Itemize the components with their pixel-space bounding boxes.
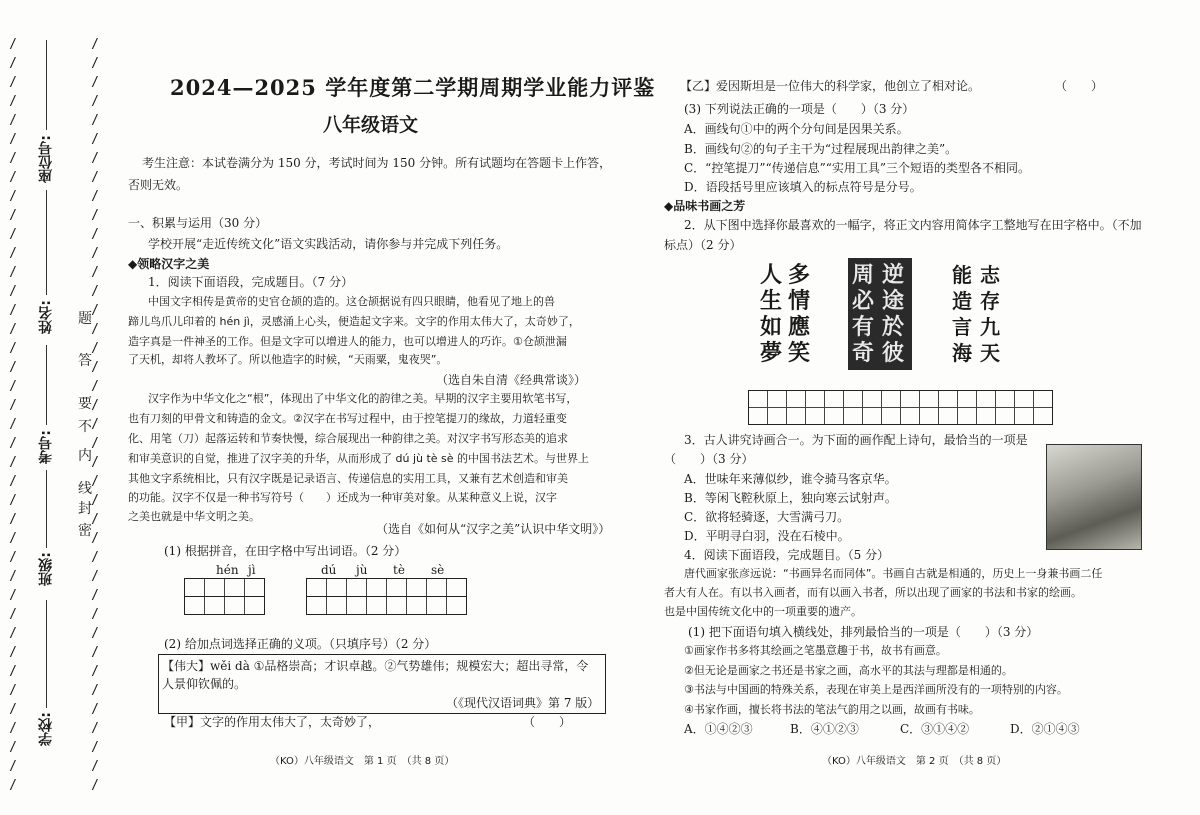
question-1: 1．阅读下面语段，完成题目。（7 分）: [148, 275, 354, 289]
calli-2-char: 逆: [882, 262, 905, 288]
slash-mark: /: [91, 113, 99, 128]
page-2-footer: （KO）八年级语文 第 2 页 （共 8 页）: [822, 756, 1007, 767]
slash-mark: /: [9, 455, 17, 470]
slash-mark: /: [91, 360, 99, 375]
calli-3-char: 能: [952, 263, 972, 287]
name-line: [46, 190, 47, 295]
exam-no-label: 考号:: [38, 430, 54, 464]
slash-mark: /: [91, 265, 99, 280]
choice-b: B．④①②③: [790, 722, 859, 736]
slash-mark: /: [91, 512, 99, 527]
slash-mark: /: [91, 721, 99, 736]
slash-mark: /: [91, 436, 99, 451]
seal-char-2: 答: [78, 353, 92, 369]
slash-mark: /: [9, 531, 17, 546]
seal-char-8: 密: [78, 523, 92, 539]
calli-3-char: 九: [980, 315, 1000, 339]
seal-char-7: 封: [78, 501, 92, 517]
pinyin-se: sè: [431, 563, 445, 577]
calli-3-char: 言: [952, 315, 972, 339]
task-1-heading: ◆领略汉字之美: [128, 257, 210, 271]
exam-title: 2024—2025 学年度第二学期周期学业能力评鉴: [170, 75, 656, 100]
slash-mark: /: [91, 588, 99, 603]
slash-mark: /: [9, 284, 17, 299]
slash-mark: /: [9, 683, 17, 698]
slash-mark: /: [91, 531, 99, 546]
sentence-2: ②但无论是画家之书还是书家之画，高水平的其法与理都是相通的。: [684, 664, 1013, 677]
seal-char-1: 题: [78, 311, 92, 327]
answer-paren-yi[interactable]: （ ）: [1055, 79, 1104, 93]
seal-char-3: 要: [78, 396, 92, 412]
sentence-jia: 【甲】文字的作用太伟大了，太奇妙了，: [164, 715, 381, 729]
calli-1-char: 夢: [760, 340, 783, 366]
sentence-4: ④书家作画，擅长将书法的笔法气韵用之以画，故画有书味。: [684, 703, 980, 716]
slash-mark: /: [9, 265, 17, 280]
slash-mark: /: [91, 75, 99, 90]
calligraphy-2-col-left: [852, 262, 874, 366]
slash-mark: /: [91, 664, 99, 679]
slash-mark: /: [91, 151, 99, 166]
slash-mark: /: [9, 37, 17, 52]
calli-2-char: 彼: [882, 340, 905, 366]
slash-mark: /: [9, 778, 17, 793]
slash-mark: /: [9, 474, 17, 489]
calligraphy-2-col-right: [882, 262, 904, 366]
question-4-1: (1) 把下面语句填入横线处，排列最恰当的一项是（ ）（3 分）: [688, 625, 1039, 639]
dict-line-1: 【伟大】wěi dà ①品格崇高；才识卓越。②气势雄伟；规模宏大；超出寻常，令: [162, 659, 589, 673]
slash-mark: /: [91, 759, 99, 774]
slash-mark: /: [9, 512, 17, 527]
tianzi-grid-henji-row2[interactable]: [184, 596, 265, 615]
slash-mark: /: [91, 626, 99, 641]
para1-line-4: 了天机，却将人教坏了。所以他造字的时候，“天雨粟，鬼夜哭”。: [128, 353, 448, 366]
slash-mark: /: [91, 246, 99, 261]
calli-2-char: 於: [882, 314, 905, 340]
slash-mark: /: [91, 132, 99, 147]
slash-mark: /: [91, 208, 99, 223]
para2-line-7: 之美也就是中华文明之美。: [128, 510, 260, 523]
notice-line-2: 否则无效。: [128, 178, 189, 192]
slash-mark: /: [91, 398, 99, 413]
slash-mark: /: [91, 702, 99, 717]
slash-mark: /: [9, 607, 17, 622]
seal-char-5: 内: [78, 448, 92, 464]
option-c: C．“控笔提刀”“传递信息”“实用工具”三个短语的类型各不相同。: [684, 161, 1030, 175]
seat-label: 座位号:: [38, 135, 54, 183]
calli-1-char: 情: [788, 288, 811, 314]
slash-mark: /: [9, 208, 17, 223]
dict-line-2: 人景仰钦佩的。: [162, 677, 247, 691]
exam-subtitle: 八年级语文: [323, 114, 419, 136]
question-1-2: (2) 给加点词选择正确的义项。（只填序号）（2 分）: [164, 637, 437, 651]
slash-mark: /: [9, 493, 17, 508]
seal-char-4: 不: [78, 419, 92, 435]
para2-line-3: 化、用笔（刀）起落运转和节奏快慢，综合展现出一种韵律之美。对汉字书写形态美的追求: [128, 432, 568, 445]
q4-para-line-3: 也是中国传统文化中的一项重要的遗产。: [664, 605, 862, 618]
para2-line-6: 的功能。汉字不仅是一种书写符号（ ）还成为一种审美对象。从某种意义上说，汉字: [128, 491, 557, 504]
slash-mark: /: [91, 607, 99, 622]
cut-line-left: [6, 35, 20, 805]
slash-mark: /: [9, 113, 17, 128]
question-4: 4．阅读下面语段，完成题目。（5 分）: [684, 548, 890, 562]
school-label: 学校:: [38, 712, 54, 746]
sentence-3: ③书法与中国画的特殊关系，表现在审美上是西洋画所没有的一项特别的内容。: [684, 683, 1068, 696]
calli-3-char: 志: [980, 263, 1000, 287]
pinyin-du: dú: [321, 563, 337, 577]
question-3: 3．古人讲究诗画合一。为下面的画作配上诗句，最恰当的一项是: [684, 433, 1028, 447]
slash-mark: /: [9, 721, 17, 736]
slash-mark: /: [91, 56, 99, 71]
slash-mark: /: [9, 341, 17, 356]
slash-mark: /: [9, 417, 17, 432]
slash-mark: /: [9, 227, 17, 242]
section-1-heading: 一、积累与运用（30 分）: [128, 216, 268, 230]
calligraphy-1-col-right: [788, 262, 810, 366]
slash-mark: /: [91, 189, 99, 204]
choice-d: D．②①④③: [1010, 722, 1080, 736]
page-1: [128, 0, 656, 815]
slash-mark: /: [91, 417, 99, 432]
slash-mark: /: [91, 37, 99, 52]
calli-3-char: 海: [952, 341, 972, 365]
slash-mark: /: [91, 740, 99, 755]
slash-mark: /: [9, 740, 17, 755]
pinyin-te: tè: [393, 563, 405, 577]
calli-1-char: 如: [760, 314, 783, 340]
para1-line-2: 蹄儿鸟爪儿印着的 hén jì，灵感涌上心头，便造起文字来。文字的作用太伟大了，太奇妙了，: [128, 315, 580, 328]
task-2-heading: ◆品味书画之芳: [664, 199, 746, 213]
class-line: [46, 470, 47, 548]
school-line: [46, 600, 47, 708]
tianzi-grid-dujutese-row1[interactable]: [306, 578, 467, 597]
calligraphy-3-col-right: [980, 262, 1000, 366]
slash-mark: /: [9, 759, 17, 774]
calli-1-char: 人: [760, 262, 783, 288]
page-1-footer: （KO）八年级语文 第 1 页 （共 8 页）: [270, 756, 455, 767]
sentence-yi: 【乙】爱因斯坦是一位伟大的科学家，他创立了相对论。: [680, 79, 981, 93]
option-a: A．画线句①中的两个分句间是因果关系。: [684, 122, 909, 136]
question-2-line-2: 标点）（2 分）: [664, 238, 742, 252]
para1-line-1: 中国文字相传是黄帝的史官仓颉的造的。这仓颉据说有四只眼睛，他看见了地上的兽: [148, 295, 555, 308]
answer-paren-jia[interactable]: （ ）: [523, 715, 572, 729]
calli-1-char: 應: [788, 314, 811, 340]
source-1: （选自朱自清《经典常谈》）: [436, 373, 587, 387]
slash-mark: /: [91, 379, 99, 394]
q4-para-line-2: 者大有人在。有以书入画者，而有以画入书者，所以出现了画家的书法和书家的绘画。: [664, 586, 1082, 599]
q4-para-line-1: 唐代画家张彦远说：“书画异名而同体”。书画自古就是相通的，历史上一身兼书画二任: [684, 567, 1103, 580]
slash-mark: /: [9, 569, 17, 584]
slash-mark: /: [9, 588, 17, 603]
page-2: [660, 0, 1185, 815]
slash-mark: /: [9, 322, 17, 337]
slash-mark: /: [91, 284, 99, 299]
slash-mark: /: [9, 664, 17, 679]
source-2: （选自《如何从“汉字之美”认识中华文明》）: [376, 522, 611, 536]
pinyin-ji: jì: [248, 563, 256, 577]
slash-mark: /: [9, 626, 17, 641]
para2-line-4: 和审美意识的自觉，推进了汉字美的升华，从而形成了 dú jù tè sè 的中国书法艺术。与世界上: [128, 452, 590, 465]
slash-mark: /: [91, 683, 99, 698]
slash-mark: /: [9, 56, 17, 71]
calli-3-char: 存: [980, 289, 1000, 313]
notice-line-1: 考生注意：本试卷满分为 150 分，考试时间为 150 分钟。所有试题均在答题卡上作答，: [142, 156, 612, 170]
question-3-paren[interactable]: （ ）（3 分）: [664, 452, 754, 466]
para2-line-1: 汉字作为中华文化之“根”，体现出了中华文化的韵律之美。早期的汉字主要用软笔书写，: [148, 392, 578, 405]
slash-mark: /: [9, 189, 17, 204]
slash-mark: /: [91, 645, 99, 660]
slash-mark: /: [9, 436, 17, 451]
name-label: 姓名:: [38, 300, 54, 334]
binding-margin: [0, 0, 108, 815]
sentence-1: ①画家作书多将其绘画之笔墨意趣于书，故书有画意。: [684, 644, 947, 657]
slash-mark: /: [91, 778, 99, 793]
pinyin-hen: hén: [216, 563, 239, 577]
answer-grid-calligraphy[interactable]: [748, 390, 1053, 425]
slash-mark: /: [9, 132, 17, 147]
q3-option-b: B．等闲飞鞚秋原上，独向寒云试射声。: [684, 491, 897, 505]
calli-3-char: 天: [980, 341, 1000, 365]
calligraphy-3-col-left: [952, 262, 972, 366]
q3-option-a: A．世味年来薄似纱，谁令骑马客京华。: [684, 472, 897, 486]
slash-mark: /: [91, 455, 99, 470]
para1-line-3: 造字真是一件神圣的工作。但是文字可以增进人的能力，也可以增进人的巧诈。①仓颉泄漏: [128, 335, 567, 348]
question-2-line-1: 2．从下图中选择你最喜欢的一幅字，将正文内容用简体字工整地写在田字格中。（不加: [684, 218, 1142, 232]
calligraphy-1-col-left: [760, 262, 782, 366]
slash-mark: /: [9, 75, 17, 90]
calli-2-char: 途: [882, 288, 905, 314]
slash-mark: /: [91, 550, 99, 565]
slash-mark: /: [91, 341, 99, 356]
dict-source: （《现代汉语词典》第 7 版）: [446, 696, 600, 710]
slash-mark: /: [91, 170, 99, 185]
slash-mark: /: [91, 322, 99, 337]
slash-mark: /: [9, 645, 17, 660]
para2-line-2: 也有刀刻的甲骨文和铸造的金文。②汉字在书写过程中，由于控笔提刀的缘故，力道轻重变: [128, 412, 567, 425]
calli-1-char: 笑: [788, 340, 811, 366]
choice-a: A．①④②③: [684, 722, 753, 736]
slash-mark: /: [91, 227, 99, 242]
choice-c: C．③①④②: [900, 722, 970, 736]
slash-mark: /: [91, 303, 99, 318]
slash-mark: /: [91, 94, 99, 109]
seat-line: [46, 40, 47, 130]
para2-line-5: 其他文字系统相比，只有汉字既是记录语言、传递信息的实用工具，又兼有艺术创造和审美: [128, 472, 568, 485]
slash-mark: /: [9, 379, 17, 394]
calli-2-char: 有: [852, 314, 875, 340]
option-d: D．语段括号里应该填入的标点符号是分号。: [684, 180, 922, 194]
slash-mark: /: [9, 94, 17, 109]
class-label: 班级:: [38, 552, 54, 586]
q3-option-c: C．欲将轻骑逐，大雪满弓刀。: [684, 510, 850, 524]
question-1-3: (3) 下列说法正确的一项是（ ）（3 分）: [684, 102, 915, 116]
exam-no-line: [46, 345, 47, 425]
slash-mark: /: [91, 493, 99, 508]
slash-mark: /: [91, 569, 99, 584]
q3-option-d: D．平明寻白羽，没在石棱中。: [684, 529, 850, 543]
slash-mark: /: [9, 170, 17, 185]
slash-mark: /: [9, 303, 17, 318]
calli-3-char: 造: [952, 289, 972, 313]
slash-mark: /: [9, 550, 17, 565]
calli-2-char: 奇: [852, 340, 875, 366]
ink-painting-image: [1046, 444, 1142, 550]
activity-intro: 学校开展“走近传统文化”语文实践活动，请你参与并完成下列任务。: [148, 237, 509, 251]
pinyin-ju: jù: [356, 563, 368, 577]
slash-mark: /: [91, 474, 99, 489]
slash-mark: /: [9, 360, 17, 375]
tianzi-grid-dujutese-row2[interactable]: [306, 596, 467, 615]
calli-1-char: 多: [788, 262, 811, 288]
question-1-1: (1) 根据拼音，在田字格中写出词语。（2 分）: [164, 544, 407, 558]
option-b: B．画线句②的句子主干为“过程展现出韵律之美”。: [684, 142, 958, 156]
tianzi-grid-henji-row1[interactable]: [184, 578, 265, 597]
slash-mark: /: [9, 702, 17, 717]
calli-1-char: 生: [760, 288, 783, 314]
calli-2-char: 必: [852, 288, 875, 314]
slash-mark: /: [9, 398, 17, 413]
slash-mark: /: [9, 246, 17, 261]
slash-mark: /: [9, 151, 17, 166]
seal-char-6: 线: [78, 481, 92, 497]
calli-2-char: 周: [852, 262, 875, 288]
